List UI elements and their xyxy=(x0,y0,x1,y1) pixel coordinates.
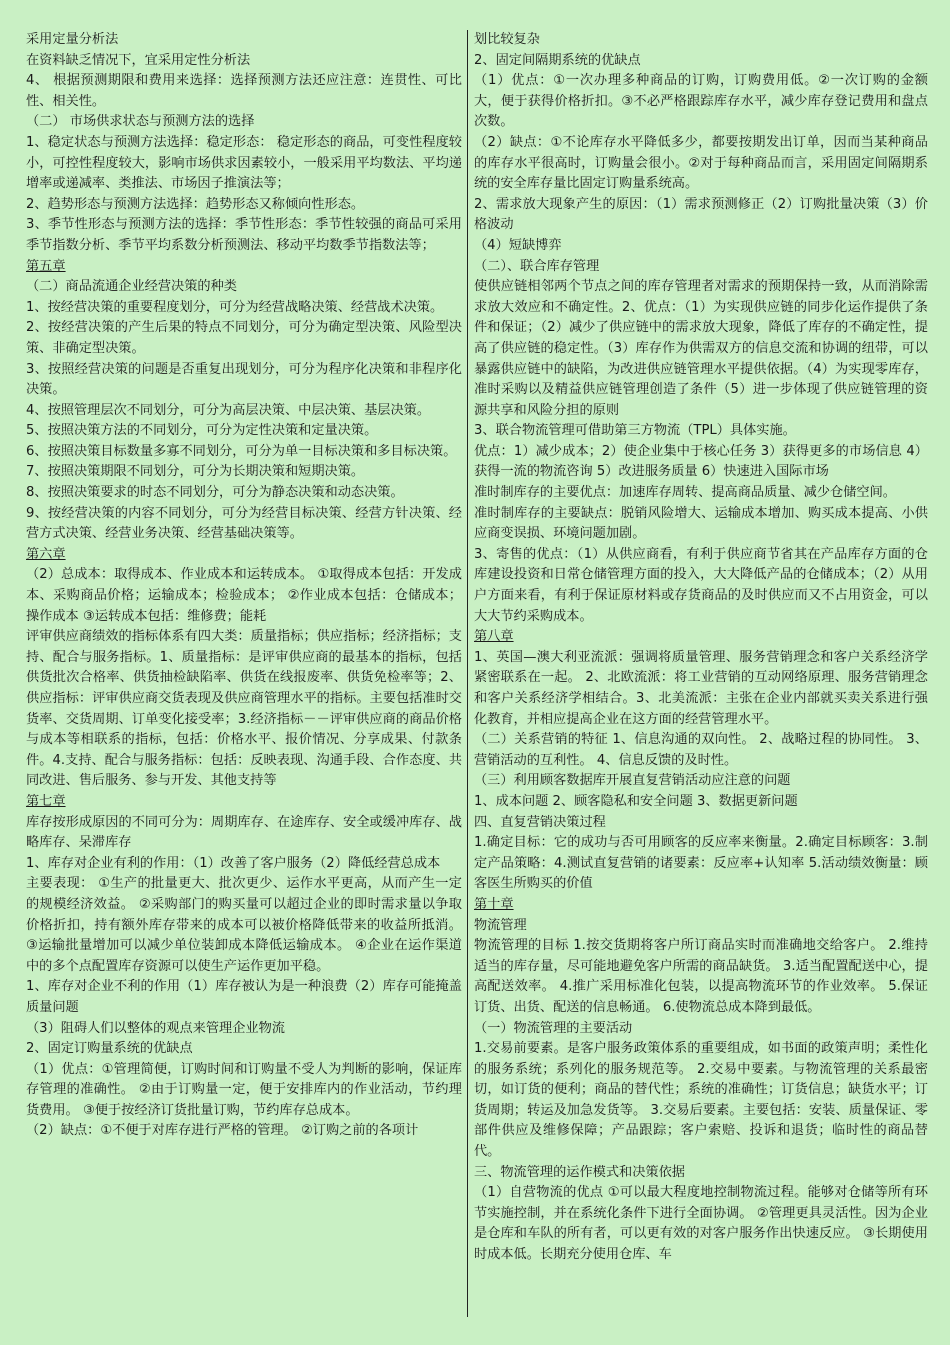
left-paragraph: 1、库存对企业不利的作用（1）库存被认为是一种浪费（2）库存可能掩盖质量问题 xyxy=(26,979,462,1015)
right-paragraph: （1）自营物流的优点 ①可以最大程度地控制物流过程。能够对仓储等所有环节实施控制，并在系统化条件下进行全面协调。 ②管理更具灵活性。因为企业是仓库和车队的所有者，可以更有效的对客户服务作出快速反应。 ③长期使用时成本低。长期充分使用仓库、车 xyxy=(474,1185,928,1263)
left-paragraph: 评审供应商绩效的指标体系有四大类：质量指标；供应指标；经济指标；支持、配合与服务指标。1、质量指标：是评审供应商的最基本的指标，包括供货批次合格率、供货抽检缺陷率、供货在线报废率、供货免检率等；2、供应指标：评审供应商交货表现及供应商管理水平的指标。主要包括准时交货率、交货周期、订单变化接受率；3.经济指标－－评审供应商的商品价格与成本等相联系的指标，包括：价格水平、报价情况、分享成果、付款条件。4.支持、配合与服务指标：包括：反映表现、沟通手段、合作态度、共同改进、售后服务、参与开发、其他支持等 xyxy=(26,629,462,789)
left-paragraph: （2）缺点：①不便于对库存进行严格的管理。 ②订购之前的各项计 xyxy=(26,1123,419,1139)
right-paragraph: 物流管理 xyxy=(474,917,527,933)
left-paragraph: 在资料缺乏情况下，宜采用定性分析法 xyxy=(26,52,251,68)
left-paragraph: 9、按经营决策的内容不同划分，可分为经营目标决策、经营方针决策、经营方式决策、经营业务决策、经营基础决策等。 xyxy=(26,505,462,542)
left-paragraph: 第五章 xyxy=(26,258,66,274)
right-paragraph: 准时制库存的主要优点：加速库存周转、提高商品质量、减少仓储空间。 xyxy=(474,485,896,501)
right-paragraph: （1）优点：①一次办理多种商品的订购，订购费用低。②一次订购的金额大，便于获得价格折扣。③不必严格跟踪库存水平，减少库存登记费用和盘点次数。 xyxy=(474,73,928,130)
right-paragraph: 1.确定目标：它的成功与否可用顾客的反应率来衡量。2.确定目标顾客：3.制定产品策略：4.测试直复营销的诸要素：反应率+认知率 5.活动绩效衡量：顾客医生所购买的价值 xyxy=(474,835,928,892)
left-paragraph: 5、按照决策方法的不同划分，可分为定性决策和定量决策。 xyxy=(26,423,378,439)
right-paragraph: 三、物流管理的运作模式和决策依据 xyxy=(474,1164,685,1180)
left-paragraph: 采用定量分析法 xyxy=(26,32,119,47)
left-paragraph: 1、按经营决策的重要程度划分，可分为经营战略决策、经营战术决策。 xyxy=(26,299,444,315)
left-paragraph: （1）优点：①管理简便，订购时间和订购量不受人为判断的影响，保证库存管理的准确性。 ②由于订购量一定，便于安排库内的作业活动，节约理货费用。 ③便于按经济订货批量订购，节约库存总成本。 xyxy=(26,1061,462,1118)
left-paragraph: （2）总成本：取得成本、作业成本和运转成本。 ①取得成本包括：开发成本、采购商品价格；运输成本；检验成本； ②作业成本包括：仓储成本；操作成本 ③运转成本包括：维修费；能耗 xyxy=(26,567,462,624)
left-paragraph: 2、固定订购量系统的优缺点 xyxy=(26,1041,193,1057)
left-paragraph: 第七章 xyxy=(26,793,66,809)
right-paragraph: （二）关系营销的特征 1、信息沟通的双向性。 2、战略过程的协同性。 3、营销活动的互利性。 4、信息反馈的及时性。 xyxy=(474,732,928,768)
left-column xyxy=(26,30,462,1337)
left-paragraph: 6、按照决策目标数量多寡不同划分，可分为单一目标决策和多目标决策。 xyxy=(26,443,457,459)
right-paragraph: 第十章 xyxy=(474,896,514,912)
right-paragraph: （一）物流管理的主要活动 xyxy=(474,1020,633,1036)
left-paragraph: 库存按形成原因的不同可分为：周期库存、在途库存、安全或缓冲库存、战略库存、呆滞库存 xyxy=(26,814,462,851)
right-paragraph: （2）缺点：①不论库存水平降低多少，都要按期发出订单，因而当某种商品的库存水平很高时，订购量会很小。②对于每种商品而言，采用固定间隔期系统的安全库存量比固定订购量系统高。 xyxy=(474,134,928,192)
right-paragraph: 四、直复营销决策过程 xyxy=(474,814,606,830)
right-paragraph: 2、需求放大现象产生的原因：（1）需求预测修正（2）订购批量决策（3）价格波动 xyxy=(474,196,928,233)
left-paragraph: 1、库存对企业有利的作用：（1）改善了客户服务（2）降低经营总成本 xyxy=(26,855,441,871)
right-paragraph: 2、固定间隔期系统的优缺点 xyxy=(474,52,641,68)
right-paragraph: 优点：1）减少成本；2）使企业集中于核心任务 3）获得更多的市场信息 4）获得一流的物流咨询 5）改进服务质量 6）快速进入国际市场 xyxy=(474,443,928,480)
right-paragraph: （4）短缺博弈 xyxy=(474,237,562,253)
right-paragraph: 3、寄售的优点：（1）从供应商看，有利于供应商节省其在产品库存方面的仓库建设投资和日常仓储管理方面的投入，大大降低产品的仓储成本；（2）从用户方面来看，有利于保证原材料或存货商品的及时供应而又不占用资金，可以大大节约采购成本。 xyxy=(474,546,928,624)
right-paragraph: 使供应链相邻两个节点之间的库存管理者对需求的预期保持一致，从而消除需求放大效应和不确定性。2、优点：（1）为实现供应链的同步化运作提供了条件和保证；（2）减少了供应链中的需求放大现象，降低了库存的不确定性，提高了供应链的稳定性。（3）库存作为供需双方的信息交流和协调的纽带，可以暴露供应链中的缺陷，为改进供应链管理水平提供依据。（4）为实现零库存，准时采购以及精益供应链管理创造了条件（5）进一步体现了供应链管理的资源共享和风险分担的原则 xyxy=(474,279,928,418)
left-paragraph: 4、 根据预测期限和费用来选择：选择预测方法还应注意：连贯性、可比性、相关性。 xyxy=(26,73,462,109)
right-paragraph: 1.交易前要素。是客户服务政策体系的重要组成，如书面的政策声明；柔性化的服务系统；系列化的服务规范等。 2.交易中要素。与物流管理的关系最密切，如订货的便利；商品的替代性；系统的准确性；订货信息；缺货水平；订货周期；转运及加急发货等。 3.交易后要素。主要包括：安装、质量保证、零部件供应及维修保障；产品跟踪；客户索赔、投诉和退货；临时性的商品替代。 xyxy=(474,1041,928,1160)
left-paragraph: 2、按经营决策的产生后果的特点不同划分，可分为确定型决策、风险型决策、非确定型决策。 xyxy=(26,320,462,356)
left-paragraph: 1、稳定状态与预测方法选择：稳定形态： 稳定形态的商品，可变性程度较小，可控性程度较大，影响市场供求因素较小，一般采用平均数法、平均递增率或递减率、类推法、市场因子推演法等； xyxy=(26,134,462,192)
right-paragraph: 准时制库存的主要缺点：脱销风险增大、运输成本增加、购买成本提高、小供应商变误损、环境问题加剧。 xyxy=(474,505,928,542)
right-paragraph: （三）利用顾客数据库开展直复营销活动应注意的问题 xyxy=(474,773,791,789)
left-paragraph: 3、季节性形态与预测方法的选择：季节性形态：季节性较强的商品可采用季节指数分析、季节平均系数分析预测法、移动平均数季节指数法等； xyxy=(26,217,462,253)
right-paragraph: 物流管理的目标 1.按交货期将客户所订商品实时而准确地交给客户。 2.维持适当的库存量，尽可能地避免客户所需的商品缺货。 3.适当配置配送中心，提高配送效率。 4.推广采用标准化包装，以提高物流环节的作业效率。 5.保证订货、出货、配送的信息畅通。 6.使物流总成本降到最低。 xyxy=(474,938,928,1015)
left-paragraph: 3、按照经营决策的问题是否重复出现划分，可分为程序化决策和非程序化决策。 xyxy=(26,361,462,398)
left-paragraph: 2、趋势形态与预测方法选择：趋势形态又称倾向性形态。 xyxy=(26,196,365,212)
right-paragraph: （二）、联合库存管理 xyxy=(474,258,600,274)
left-paragraph: 4、按照管理层次不同划分，可分为高层决策、中层决策、基层决策。 xyxy=(26,402,431,418)
left-paragraph: 7、按照决策期限不同划分，可分为长期决策和短期决策。 xyxy=(26,464,365,480)
left-paragraph: 第六章 xyxy=(26,546,66,562)
left-paragraph: （3）阻碍人们以整体的观点来管理企业物流 xyxy=(26,1020,285,1036)
left-paragraph: （二） 市场供求状态与预测方法的选择 xyxy=(26,114,255,130)
column-divider xyxy=(467,30,468,1317)
right-paragraph: 3、联合物流管理可借助第三方物流（TPL）具体实施。 xyxy=(474,423,796,439)
right-paragraph: 第八章 xyxy=(474,629,514,645)
right-paragraph: 1、成本问题 2、顾客隐私和安全问题 3、数据更新问题 xyxy=(474,793,798,809)
right-paragraph: 1、英国—澳大利亚流派：强调将质量管理、服务营销理念和客户关系经济学紧密联系在一起。 2、北欧流派：将工业营销的互动网络原理、服务营销理念和客户关系经济学相结合。3、北美流派：主张在企业内部就买卖关系进行强化教育，并相应提高企业在这方面的经营管理水平。 xyxy=(474,649,928,727)
right-paragraph: 划比较复杂 xyxy=(474,32,540,47)
right-column xyxy=(474,30,928,1337)
left-paragraph: 8、按照决策要求的时态不同划分，可分为静态决策和动态决策。 xyxy=(26,485,404,501)
left-paragraph: （二）商品流通企业经营决策的种类 xyxy=(26,279,237,295)
left-paragraph: 主要表现： ①生产的批量更大、批次更少、运作水平更高，从而产生一定的规模经济效益。 ②采购部门的购买量可以超过企业的即时需求量以争取价格折扣，持有额外库存带来的成本可以被价格降低带来的收益所抵消。 ③运输批量增加可以减少单位装卸成本降低运输成本。 ④企业在运作渠道中的多个点配置库存资源可以使生产运作更加平稳。 xyxy=(26,876,462,974)
